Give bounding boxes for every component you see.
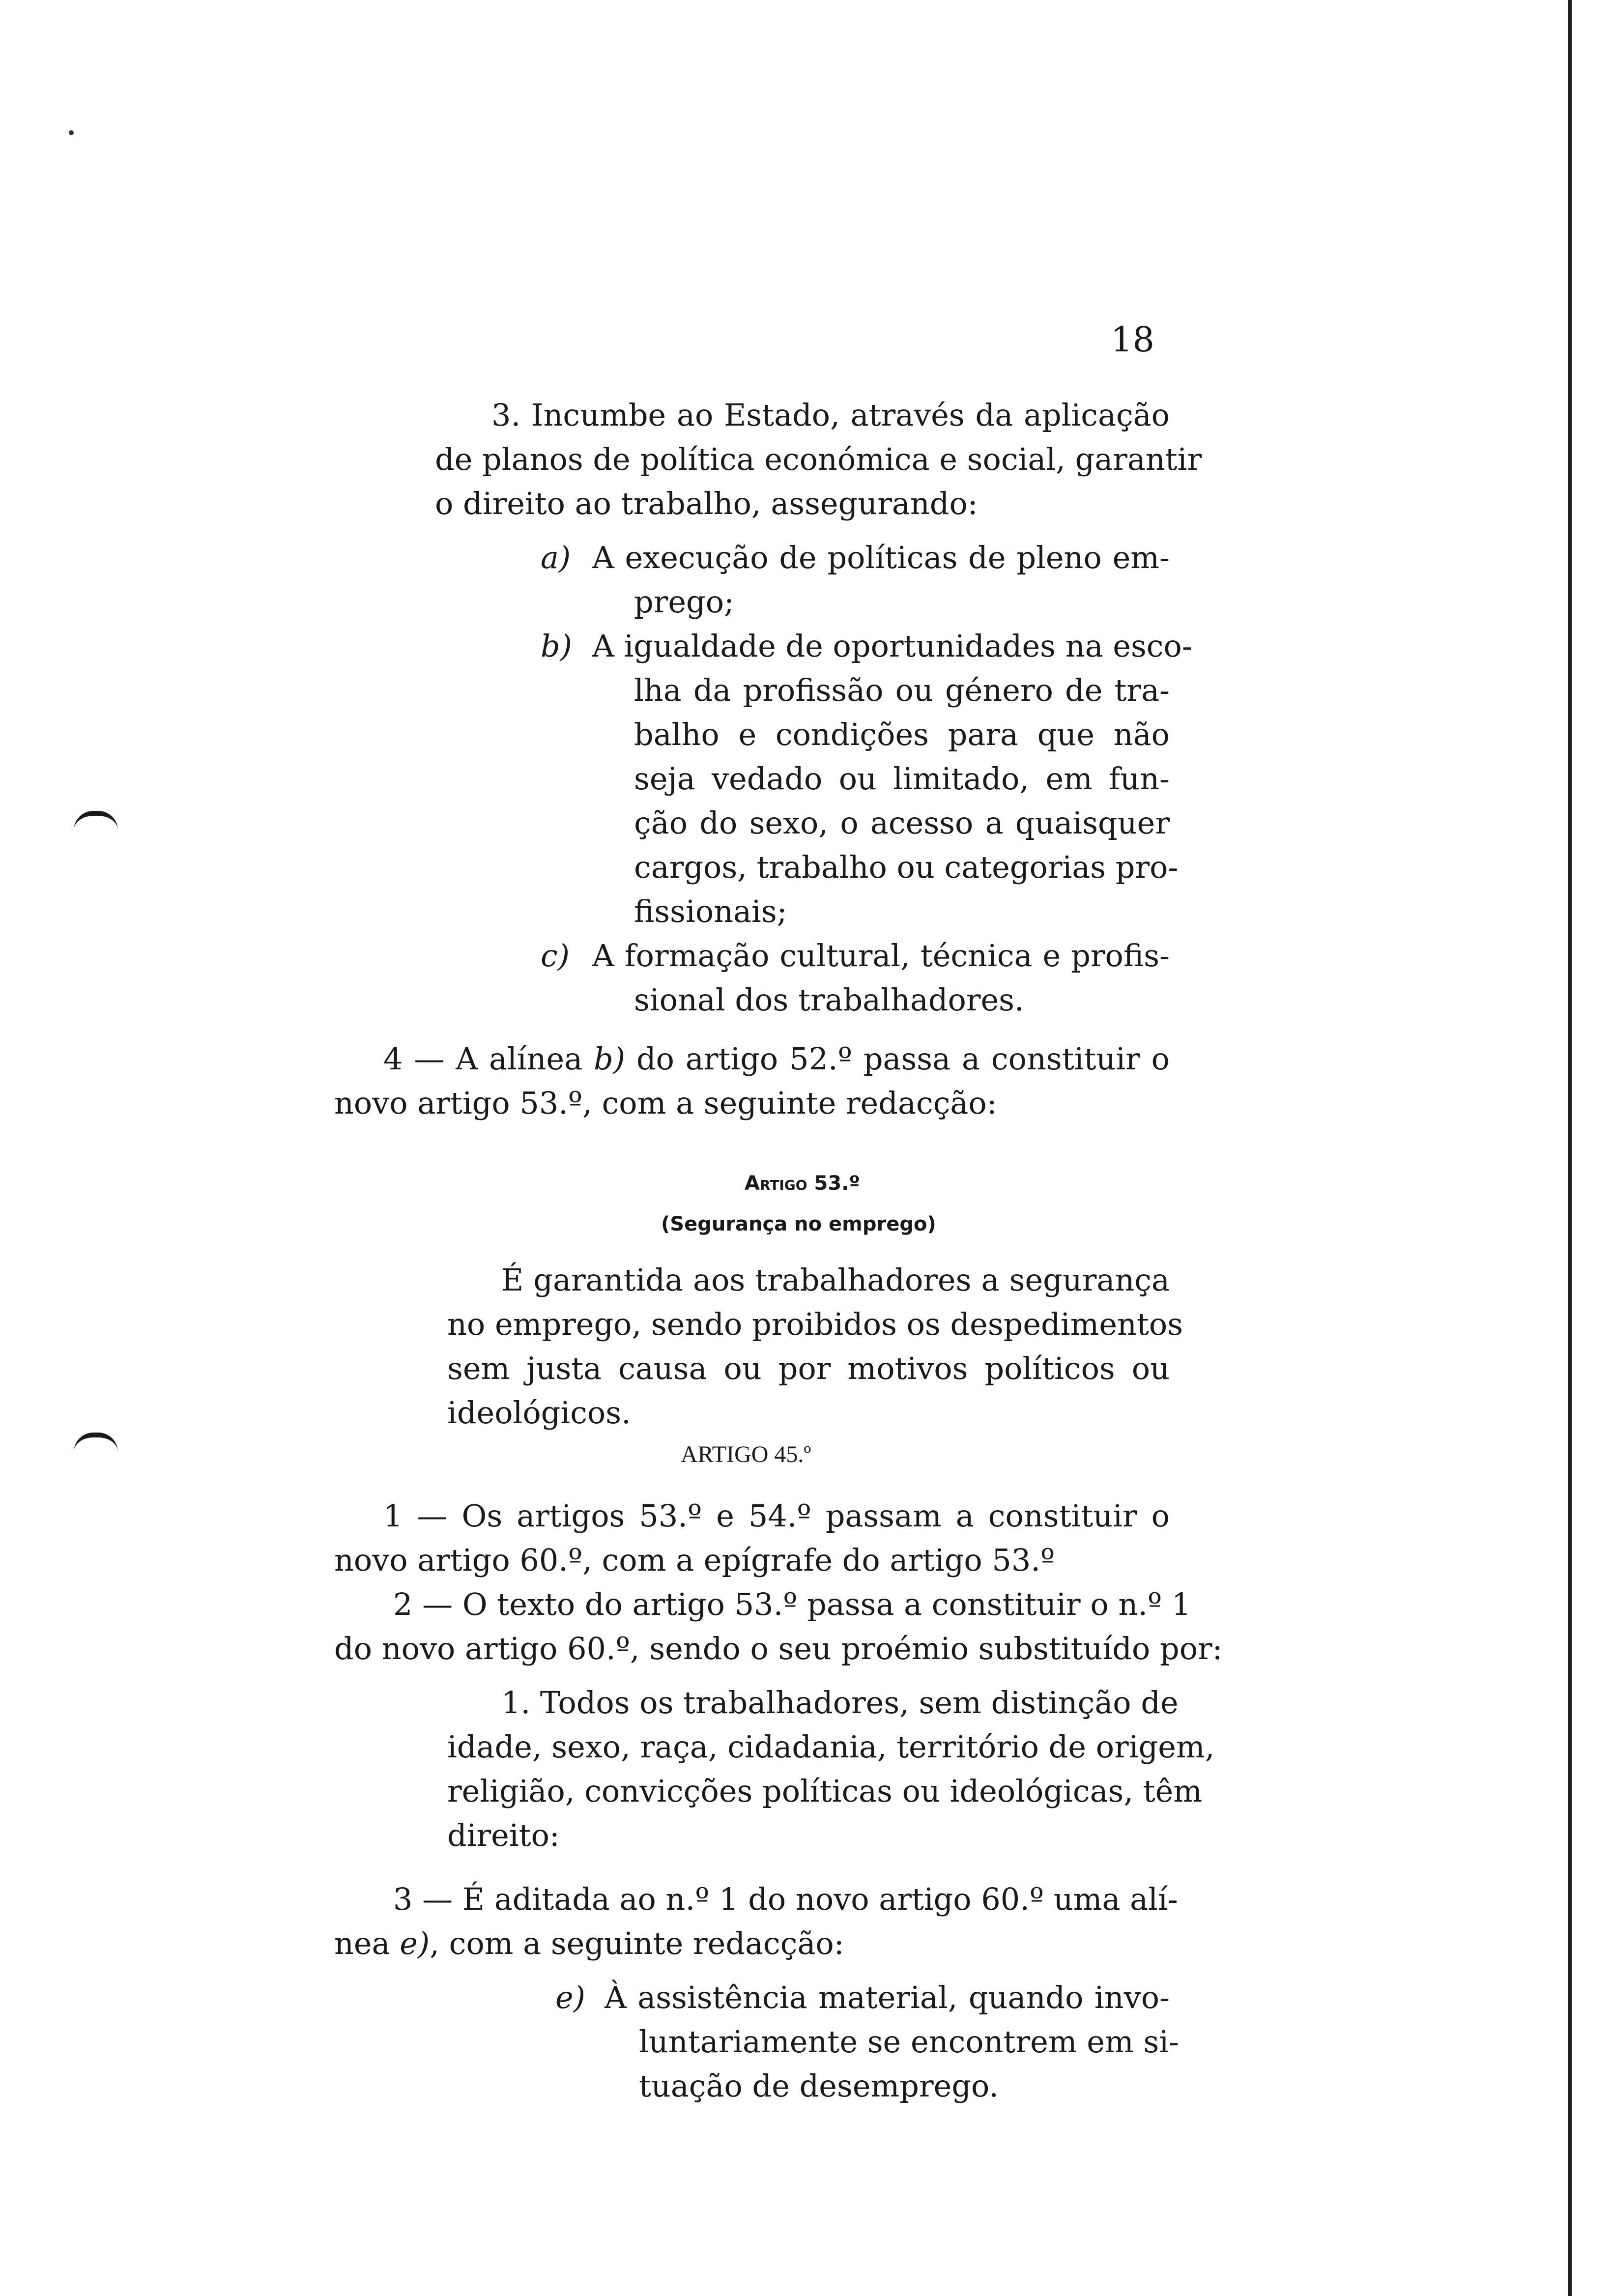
text-line: fissionais; bbox=[634, 893, 787, 929]
text-line: direito: bbox=[447, 1817, 560, 1853]
text-line: 3. Incumbe ao Estado, através da aplicação bbox=[491, 397, 1170, 433]
article-subheading: (Segurança no emprego) bbox=[661, 1213, 936, 1235]
text-line: ção do sexo, o acesso a quaisquer bbox=[634, 805, 1170, 841]
text-line: À assistência material, quando invo- bbox=[604, 1980, 1170, 2015]
text-line: sional dos trabalhadores. bbox=[634, 982, 1024, 1018]
text-line: cargos, trabalho ou categorias pro- bbox=[634, 849, 1179, 885]
text-line: o direito ao trabalho, assegurando: bbox=[435, 486, 978, 521]
binding-mark bbox=[74, 1433, 118, 1452]
text-line: novo artigo 53.º, com a seguinte redacção: bbox=[334, 1085, 997, 1121]
text-line: tuação de desemprego. bbox=[639, 2068, 999, 2104]
item-letter: e) bbox=[555, 1980, 585, 2015]
text-line: sem justa causa ou por motivos políticos ou bbox=[447, 1350, 1170, 1386]
item-letter: b) bbox=[541, 628, 572, 664]
item-letter: c) bbox=[541, 938, 570, 974]
text-line: do novo artigo 60.º, sendo o seu proémio substituído por: bbox=[334, 1631, 1223, 1666]
text-line: 2 — O texto do artigo 53.º passa a constituir o n.º 1 bbox=[393, 1586, 1191, 1622]
text-line: 1. Todos os trabalhadores, sem distinção de bbox=[501, 1685, 1179, 1721]
text-line: balho e condições para que não bbox=[634, 717, 1170, 752]
text-line: nea e), com a seguinte redacção: bbox=[334, 1925, 844, 1961]
article-heading: Artigo 53.º bbox=[745, 1172, 860, 1195]
binding-mark bbox=[74, 811, 118, 831]
text-line: novo artigo 60.º, com a epígrafe do artigo 53.º bbox=[334, 1542, 1055, 1578]
text-line: lha da profissão ou género de tra- bbox=[634, 672, 1170, 708]
text-line: idade, sexo, raça, cidadania, território de origem, bbox=[447, 1729, 1215, 1765]
page-number: 18 bbox=[1111, 319, 1155, 360]
text-line: luntariamente se encontrem em si- bbox=[639, 2024, 1180, 2060]
text-line: seja vedado ou limitado, em fun- bbox=[634, 761, 1170, 797]
text-line: no emprego, sendo proibidos os despedimentos bbox=[447, 1306, 1183, 1342]
text-line: A formação cultural, técnica e profis- bbox=[592, 938, 1170, 974]
text-line: É garantida aos trabalhadores a segurança bbox=[501, 1262, 1170, 1298]
text-line: A execução de políticas de pleno em- bbox=[592, 540, 1170, 575]
article-heading: ARTIGO 45.º bbox=[681, 1441, 811, 1467]
page-edge-rule bbox=[1568, 0, 1572, 2296]
text-line: ideológicos. bbox=[447, 1395, 631, 1431]
text-line: religião, convicções políticas ou ideológicas, têm bbox=[447, 1773, 1203, 1809]
text-line: 1 — Os artigos 53.º e 54.º passam a constituir o bbox=[383, 1498, 1170, 1534]
text-line: A igualdade de oportunidades na esco- bbox=[592, 628, 1192, 664]
text-line: 3 — É aditada ao n.º 1 do novo artigo 60.º uma alí- bbox=[393, 1881, 1178, 1917]
text-line: de planos de política económica e social, garantir bbox=[435, 441, 1202, 477]
text-line: prego; bbox=[634, 584, 734, 620]
speck bbox=[69, 130, 74, 135]
text-line: 4 — A alínea b) do artigo 52.º passa a constituir o bbox=[383, 1041, 1170, 1077]
item-letter: a) bbox=[541, 540, 571, 575]
